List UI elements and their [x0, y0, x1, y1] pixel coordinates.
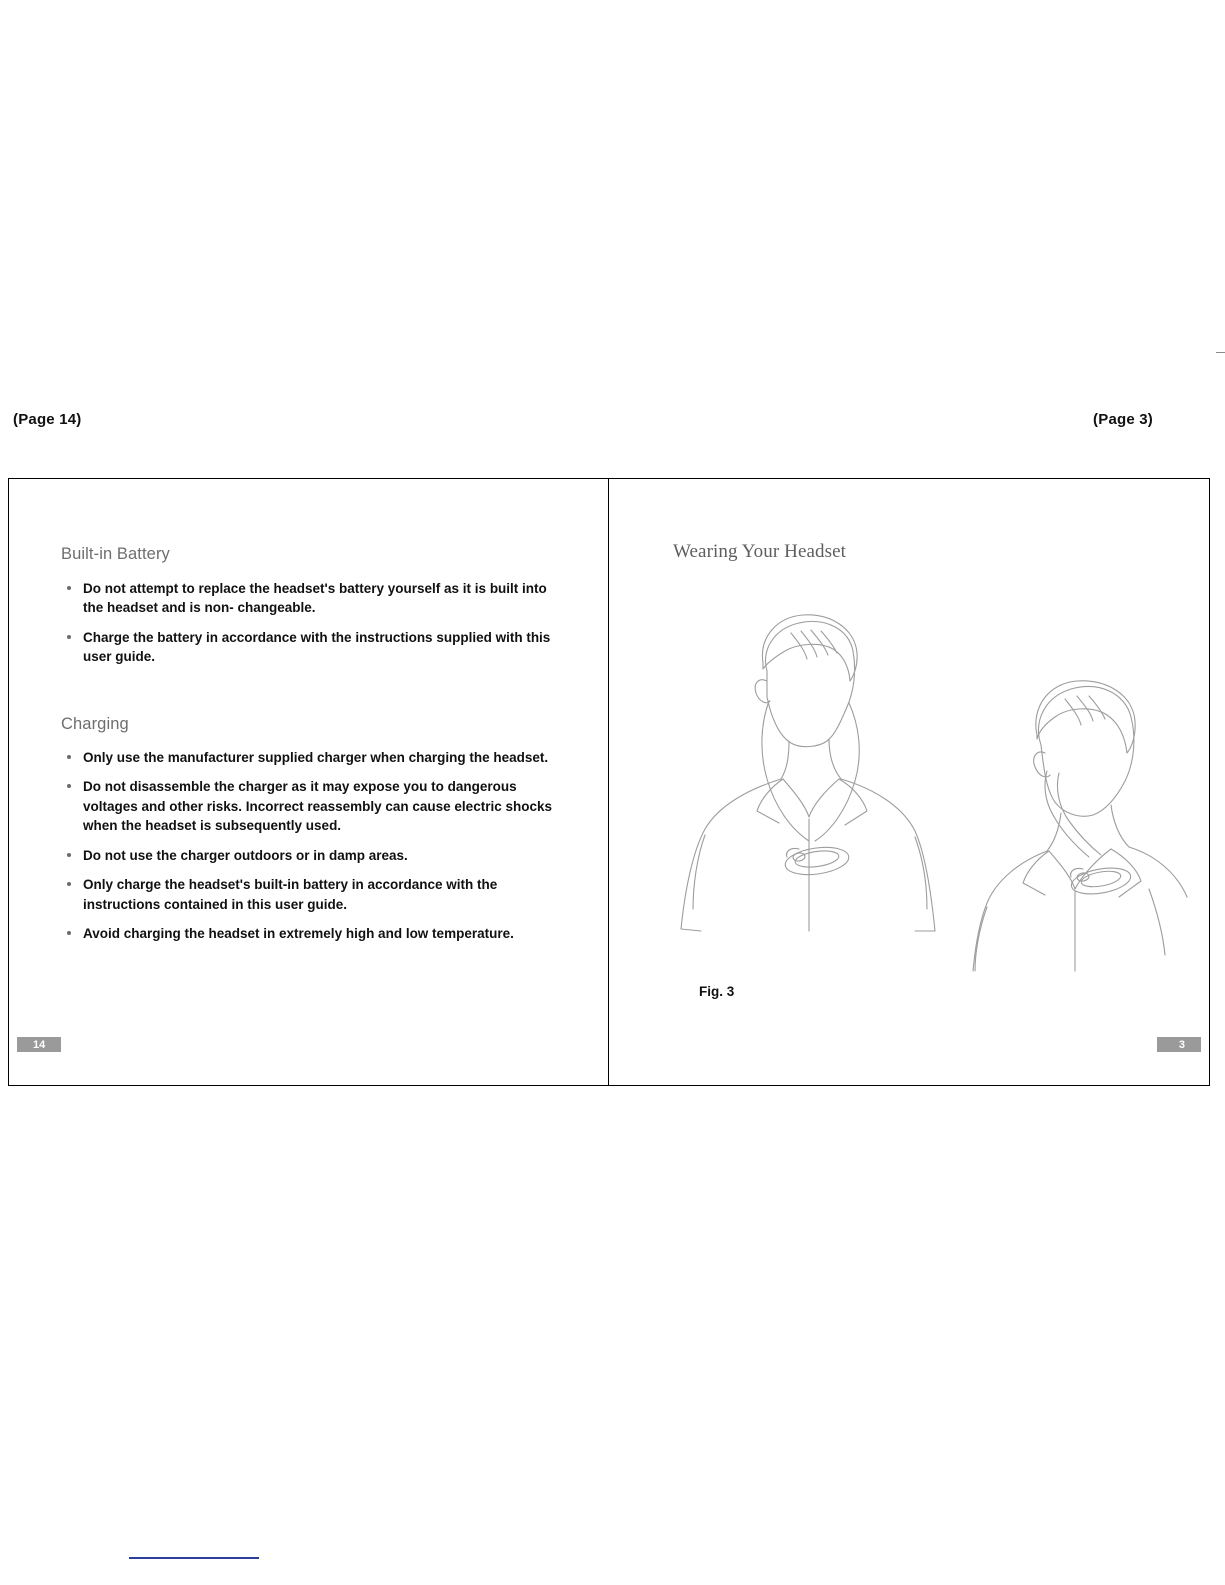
bullet-list-built-in-battery	[67, 579, 557, 677]
list-item: Do not use the charger outdoors or in damp areas.	[67, 846, 557, 865]
heading-wearing-your-headset: Wearing Your Headset	[673, 541, 847, 562]
list-item: Only use the manufacturer supplied charger when charging the headset.	[67, 748, 557, 767]
list-item: Avoid charging the headset in extremely high and low temperature.	[67, 924, 557, 943]
heading-charging: Charging	[61, 715, 129, 733]
list-item: Only charge the headset's built-in battery in accordance with the instructions contained in this user guide.	[67, 875, 557, 914]
page-number-badge-right: 3	[1157, 1037, 1201, 1052]
top-rule-fragment	[1216, 352, 1225, 353]
figure-caption: Fig. 3	[699, 984, 735, 999]
page-marker-right: (Page 3)	[1093, 411, 1153, 428]
bullet-list-charging	[67, 748, 557, 954]
page-marker-left: (Page 14)	[13, 411, 82, 428]
list-item: Do not attempt to replace the headset's battery yourself as it is built into the headset and is non- changeable.	[67, 579, 557, 618]
headset-wearing-line-art-icon	[649, 589, 1189, 989]
bottom-link-fragment[interactable]	[129, 1557, 259, 1559]
list-item: Do not disassemble the charger as it may expose you to dangerous voltages and other risks. Incorrect reassembly can cause electric shocks when the headset is subsequently used.	[67, 777, 557, 835]
list-item: Charge the battery in accordance with the instructions supplied with this user guide.	[67, 628, 557, 667]
page-number-badge-left: 14	[17, 1037, 61, 1052]
document-spread	[8, 478, 1210, 1086]
figure-wearing-headset-illustration	[649, 589, 1189, 989]
left-page	[9, 479, 609, 1085]
right-page	[609, 479, 1209, 1085]
heading-built-in-battery: Built-in Battery	[61, 545, 170, 563]
